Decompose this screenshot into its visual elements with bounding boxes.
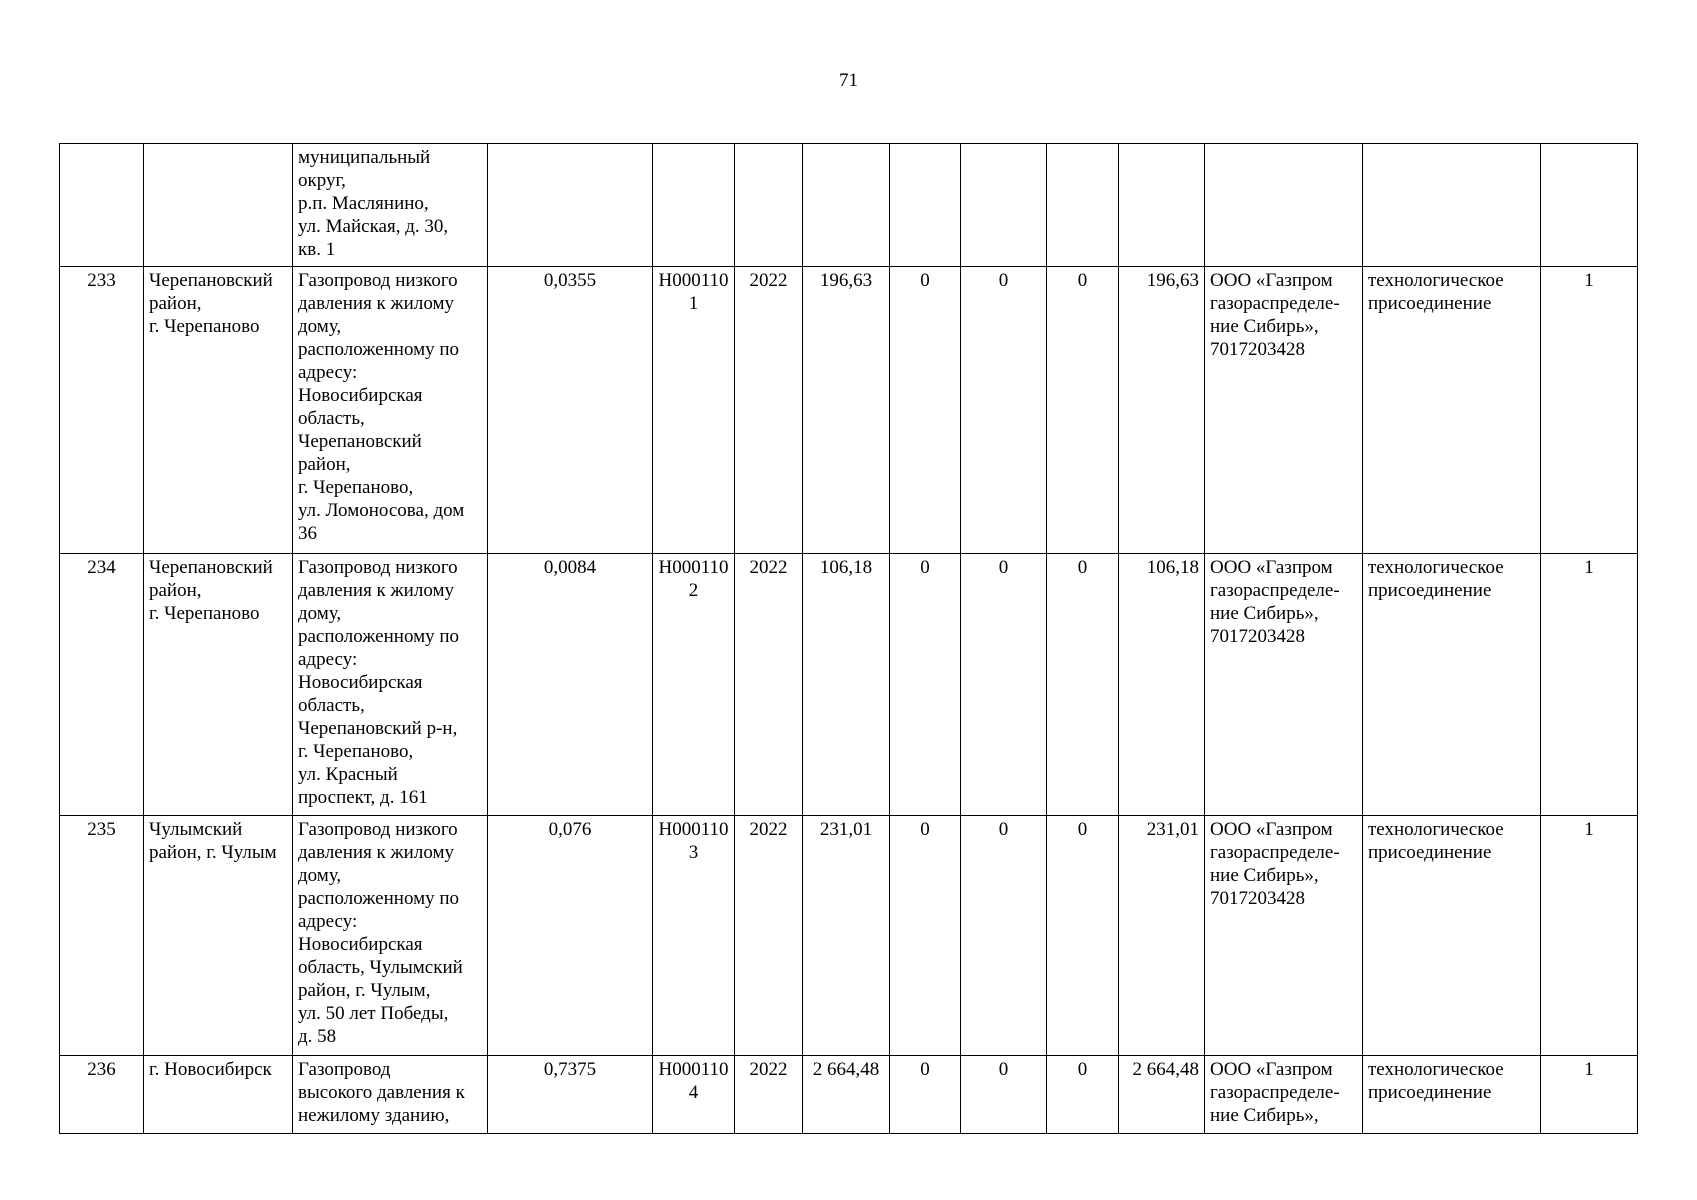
basis-cell: технологическое присоединение bbox=[1363, 267, 1541, 554]
count-cell: 1 bbox=[1541, 1056, 1638, 1134]
district-cell: Чулымский район, г. Чулым bbox=[144, 816, 293, 1056]
value-cell-4: 2 664,48 bbox=[1119, 1056, 1205, 1134]
value-cell-2: 0 bbox=[961, 1056, 1047, 1134]
count-cell bbox=[1541, 144, 1638, 267]
basis-cell: технологическое присоединение bbox=[1363, 554, 1541, 816]
value-cell-3 bbox=[1047, 144, 1119, 267]
description-cell: Газопровод низкого давления к жилому дому, расположенному по адресу: Новосибирская область, Чулымский район, г. Чулым, ул. 50 лет Победы, д. 58 bbox=[293, 816, 488, 1056]
table-row bbox=[60, 554, 1638, 816]
row-number: 233 bbox=[60, 267, 144, 554]
table-row bbox=[60, 1056, 1638, 1134]
value-cell-3: 0 bbox=[1047, 267, 1119, 554]
page-number: 71 bbox=[839, 70, 858, 91]
code-cell: Н0001104 bbox=[653, 1056, 735, 1134]
district-cell: Черепановский район, г. Черепаново bbox=[144, 554, 293, 816]
description-cell: Газопровод высокого давления к нежилому зданию, bbox=[293, 1056, 488, 1134]
year-cell bbox=[735, 144, 803, 267]
district-cell bbox=[144, 144, 293, 267]
value-cell-3: 0 bbox=[1047, 554, 1119, 816]
value-cell-3: 0 bbox=[1047, 816, 1119, 1056]
value-cell-2: 0 bbox=[961, 267, 1047, 554]
row-number: 235 bbox=[60, 816, 144, 1056]
year-cell: 2022 bbox=[735, 1056, 803, 1134]
value-cell-1: 0 bbox=[890, 267, 961, 554]
value-cell-4 bbox=[1119, 144, 1205, 267]
count-cell: 1 bbox=[1541, 554, 1638, 816]
value-cell-2 bbox=[961, 144, 1047, 267]
value-cell-4: 231,01 bbox=[1119, 816, 1205, 1056]
count-cell: 1 bbox=[1541, 816, 1638, 1056]
description-cell: Газопровод низкого давления к жилому дому, расположенному по адресу: Новосибирская область, Черепановский р-н, г. Черепаново, ул. Красный проспект, д. 161 bbox=[293, 554, 488, 816]
total-cost-cell: 2 664,48 bbox=[803, 1056, 890, 1134]
row-number: 236 bbox=[60, 1056, 144, 1134]
table-row bbox=[60, 267, 1638, 554]
organization-cell: ООО «Газпром газораспределе- ние Сибирь», 7017203428 bbox=[1205, 554, 1363, 816]
total-cost-cell: 231,01 bbox=[803, 816, 890, 1056]
row-number bbox=[60, 144, 144, 267]
value-cell-4: 196,63 bbox=[1119, 267, 1205, 554]
count-cell: 1 bbox=[1541, 267, 1638, 554]
district-cell: Черепановский район, г. Черепаново bbox=[144, 267, 293, 554]
organization-cell: ООО «Газпром газораспределе- ние Сибирь», 7017203428 bbox=[1205, 267, 1363, 554]
row-number: 234 bbox=[60, 554, 144, 816]
value-cell-1: 0 bbox=[890, 554, 961, 816]
code-cell: Н0001103 bbox=[653, 816, 735, 1056]
organization-cell: ООО «Газпром газораспределе- ние Сибирь», 7017203428 bbox=[1205, 816, 1363, 1056]
description-cell: муниципальный округ, р.п. Маслянино, ул. Майская, д. 30, кв. 1 bbox=[293, 144, 488, 267]
total-cost-cell: 106,18 bbox=[803, 554, 890, 816]
organization-cell bbox=[1205, 144, 1363, 267]
investment-table bbox=[59, 143, 1638, 1134]
year-cell: 2022 bbox=[735, 267, 803, 554]
basis-cell: технологическое присоединение bbox=[1363, 816, 1541, 1056]
total-cost-cell: 196,63 bbox=[803, 267, 890, 554]
value-cell-2: 0 bbox=[961, 816, 1047, 1056]
year-cell: 2022 bbox=[735, 554, 803, 816]
length-cell: 0,076 bbox=[488, 816, 653, 1056]
value-cell-2: 0 bbox=[961, 554, 1047, 816]
organization-cell: ООО «Газпром газораспределе- ние Сибирь», bbox=[1205, 1056, 1363, 1134]
table-row bbox=[60, 144, 1638, 267]
year-cell: 2022 bbox=[735, 816, 803, 1056]
basis-cell bbox=[1363, 144, 1541, 267]
total-cost-cell bbox=[803, 144, 890, 267]
length-cell: 0,0084 bbox=[488, 554, 653, 816]
value-cell-3: 0 bbox=[1047, 1056, 1119, 1134]
basis-cell: технологическое присоединение bbox=[1363, 1056, 1541, 1134]
description-cell: Газопровод низкого давления к жилому дому, расположенному по адресу: Новосибирская область, Черепановский район, г. Черепаново, ул. Ломоносова, дом 36 bbox=[293, 267, 488, 554]
length-cell bbox=[488, 144, 653, 267]
value-cell-1: 0 bbox=[890, 1056, 961, 1134]
length-cell: 0,0355 bbox=[488, 267, 653, 554]
value-cell-1 bbox=[890, 144, 961, 267]
length-cell: 0,7375 bbox=[488, 1056, 653, 1134]
value-cell-1: 0 bbox=[890, 816, 961, 1056]
code-cell: Н0001102 bbox=[653, 554, 735, 816]
table-row bbox=[60, 816, 1638, 1056]
code-cell bbox=[653, 144, 735, 267]
value-cell-4: 106,18 bbox=[1119, 554, 1205, 816]
district-cell: г. Новосибирск bbox=[144, 1056, 293, 1134]
code-cell: Н0001101 bbox=[653, 267, 735, 554]
